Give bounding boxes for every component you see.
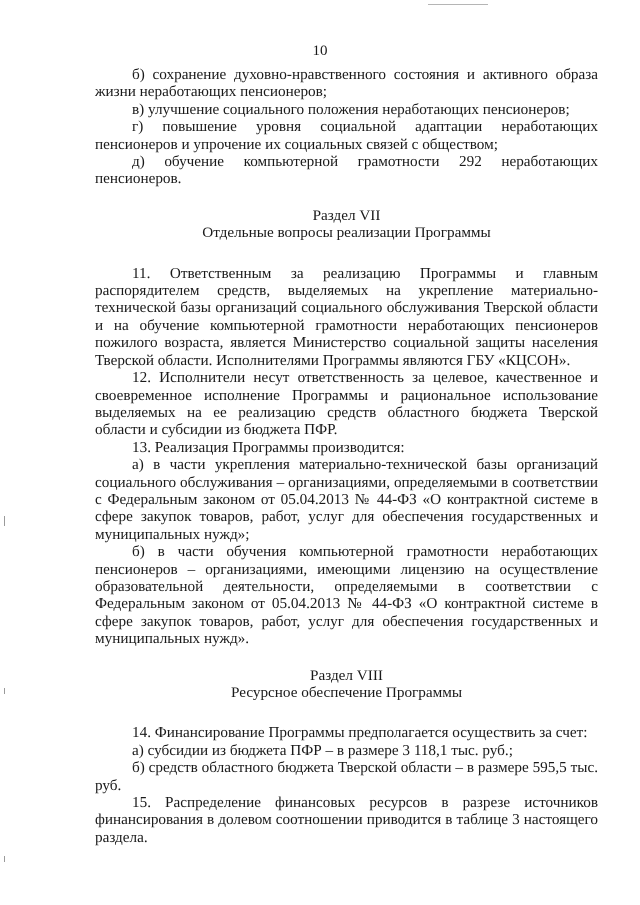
line: пенсионеров. (95, 170, 182, 188)
section-8-title: Раздел VIII (310, 666, 383, 684)
paragraph-14-a (95, 742, 598, 759)
line: выделяемых на ее реализацию средств областного бюджета Тверской (95, 403, 598, 421)
paragraph-13-b (95, 543, 598, 647)
paragraph-group-section-7 (95, 265, 598, 648)
paragraph-14-b (95, 759, 598, 794)
scan-artifact-left-1 (4, 516, 5, 526)
paragraph-item-b (95, 66, 598, 101)
paragraph-item-g (95, 118, 598, 153)
line: соответствии с Федеральным законом от 05.04.2013 № 44-ФЗ (95, 473, 599, 508)
line: в размере 595,5 тыс. руб. (95, 759, 598, 794)
scan-artifact-left-3 (4, 856, 5, 862)
line: обеспечения государственных и муниципальных нужд»; (95, 508, 598, 543)
line: раздела. (95, 828, 148, 846)
line: 14. Финансирование Программы предполагается осуществить за счет: (132, 724, 588, 742)
scan-artifact-left-2 (4, 688, 5, 694)
line: пенсионеров – организациями, имеющими лицензию на осуществление (95, 560, 598, 578)
line: Тверской области. Исполнителями Программы являются ГБУ «КЦСОН». (95, 351, 571, 369)
line: распорядителем средств, выделяемых на укрепление материально- (95, 282, 598, 300)
paragraph-group-top (95, 66, 598, 188)
paragraph-11 (95, 265, 598, 369)
line: 13. Реализация Программы производится: (132, 438, 405, 456)
paragraph-12 (95, 369, 598, 439)
paragraph-15 (95, 794, 598, 846)
line: и муниципальных нужд». (95, 612, 598, 648)
line: жизни неработающих пенсионеров; (95, 83, 328, 101)
line: области и субсидии из бюджета ПФР. (95, 421, 338, 439)
page-number: 10 (312, 43, 328, 59)
scan-artifact-top (428, 4, 488, 5)
line: а) в части укрепления материально-технической базы организаций (132, 456, 598, 474)
line: б) сохранение духовно-нравственного состояния и активного образа (132, 66, 598, 83)
section-7-title: Раздел VII (312, 206, 381, 224)
line: и на обучение компьютерной грамотности неработающих пенсионеров (95, 316, 598, 334)
line: пенсионеров и упрочение их социальных связей с обществом; (95, 135, 498, 153)
line: пожилого возраста, является Министерство социальной защиты населения (95, 334, 598, 352)
paragraph-group-section-8 (95, 724, 598, 846)
line: образовательной деятельности, определяемыми в соответствии (95, 577, 572, 595)
line: б) в части обучения компьютерной грамотности неработающих (132, 543, 598, 561)
section-8-subtitle: Ресурсное обеспечение Программы (230, 684, 463, 701)
document-body (95, 66, 598, 846)
line: финансирования в долевом соотношении приводится в таблице 3 настоящего (95, 811, 598, 829)
line: «О контрактной системе в сфере закупок товаров, работ, услуг для (95, 490, 598, 526)
line: в) улучшение социального положения неработающих пенсионеров; (132, 100, 570, 118)
line: 15. Распределение финансовых ресурсов в разрезе источников (132, 794, 598, 812)
section-7-subtitle: Отдельные вопросы реализации Программы (202, 224, 491, 242)
line: г) повышение уровня социальной адаптации неработающих (132, 118, 598, 136)
line: д) обучение компьютерной грамотности 292 неработающих (132, 153, 598, 171)
paragraph-13-a (95, 456, 598, 543)
paragraph-item-d (95, 153, 598, 188)
line: с Федеральным законом от 05.04.2013 № 44-ФЗ «О контрактной системе (95, 577, 599, 613)
line: в сфере закупок товаров, работ, услуг для обеспечения государственных (95, 595, 598, 630)
line: а) субсидии из бюджета ПФР – в размере 3 118,1 тыс. руб.; (132, 741, 513, 759)
paragraph-13 (95, 439, 598, 456)
line: 12. Исполнители несут ответственность за целевое, качественное и (132, 369, 598, 387)
line: технической базы организаций социального обслуживания Тверской области (95, 299, 598, 317)
paragraph-14 (95, 724, 598, 741)
line: своевременное исполнение Программы и рациональное использование (95, 386, 598, 404)
line: 11. Ответственным за реализацию Программы и главным (132, 264, 598, 282)
line: социального обслуживания – организациями, определяемыми в (95, 473, 509, 491)
paragraph-item-v (95, 101, 598, 118)
line: б) средств областного бюджета Тверской области – (132, 759, 463, 777)
